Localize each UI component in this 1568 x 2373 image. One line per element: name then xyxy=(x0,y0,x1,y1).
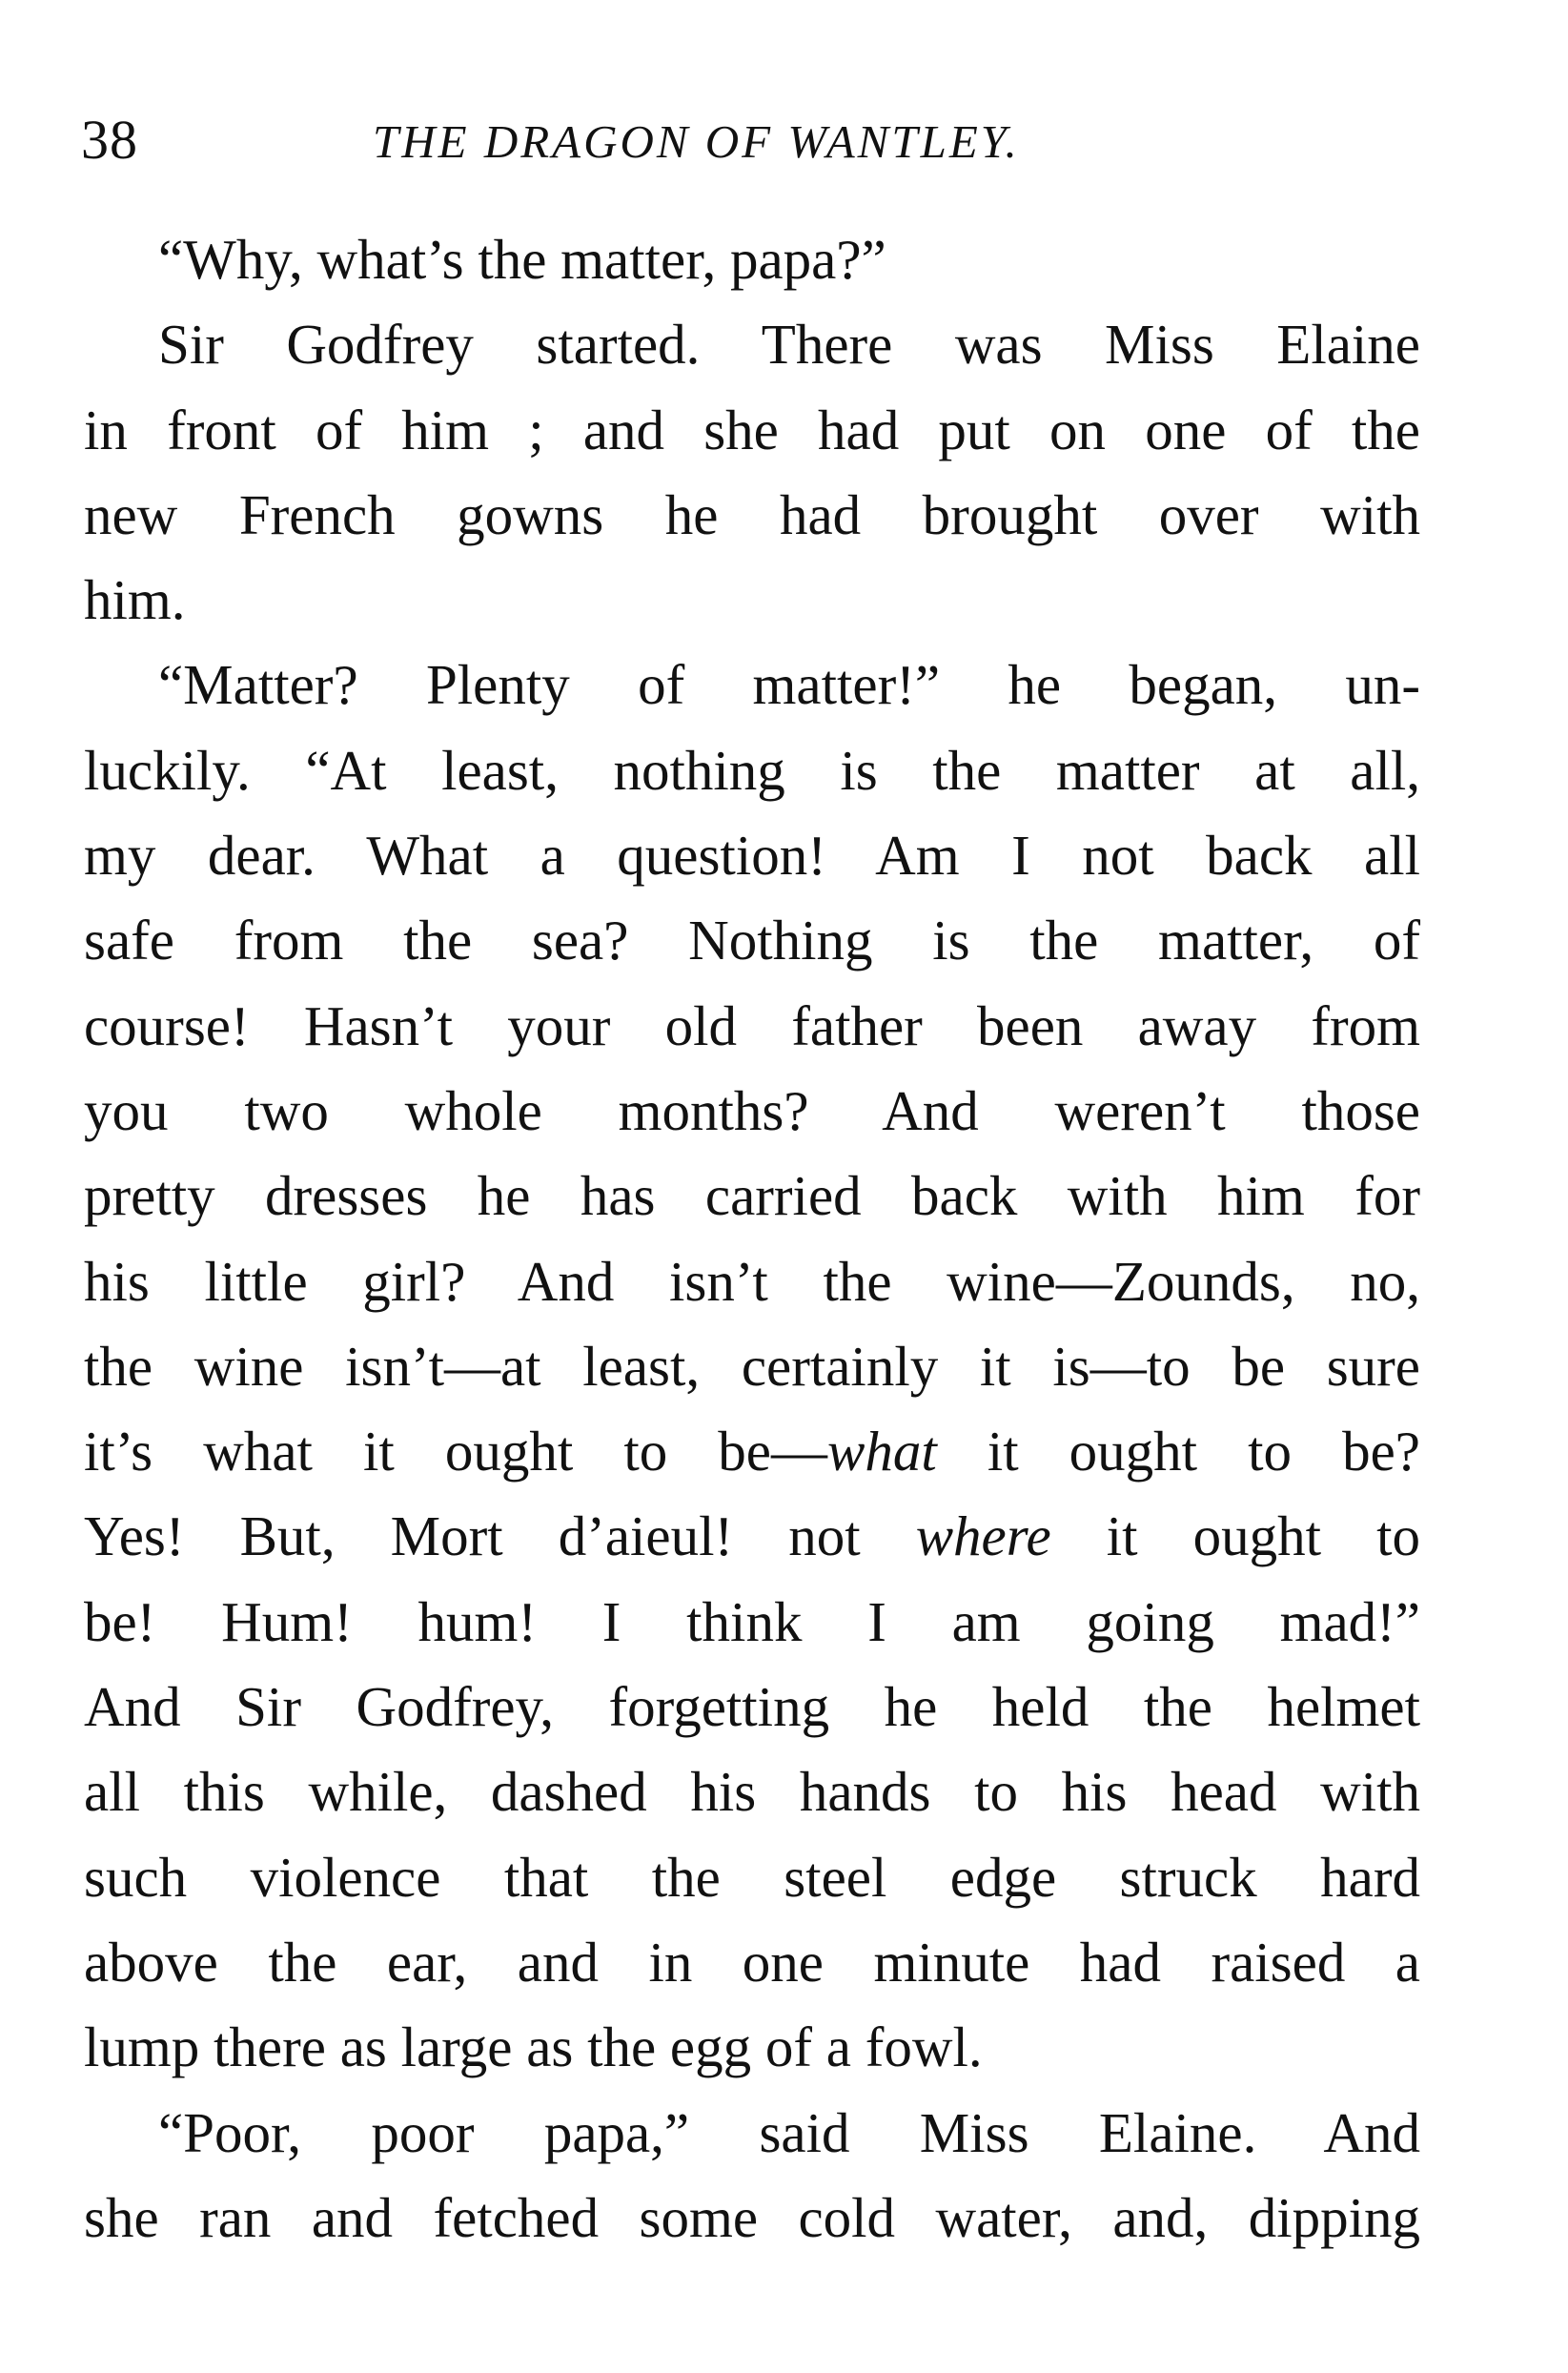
text-segment: Sir Godfrey started. There was Miss Elaine xyxy=(158,313,1420,377)
text-segment: his little girl? And isn’t the wine—Zounds, no, xyxy=(84,1249,1420,1313)
text-line xyxy=(84,1835,1420,1920)
text-line xyxy=(84,1920,1420,2005)
text-segment: the wine isn’t—at least, certainly it is—to be sure xyxy=(84,1334,1420,1398)
body-text xyxy=(84,217,1420,2260)
text-line xyxy=(84,643,1420,727)
running-title: THE DRAGON OF WANTLEY. xyxy=(373,115,1020,168)
text-line xyxy=(84,217,1420,302)
text-segment: above the ear, and in one minute had raised a xyxy=(84,1930,1420,1994)
text-line xyxy=(84,1580,1420,1665)
text-line xyxy=(84,1749,1420,1834)
text-line xyxy=(84,1154,1420,1238)
text-line xyxy=(84,984,1420,1069)
text-segment: And Sir Godfrey, forgetting he held the helmet xyxy=(84,1675,1420,1739)
text-line xyxy=(84,1409,1420,1494)
text-segment: luckily. “At least, nothing is the matter at all, xyxy=(84,738,1420,802)
text-segment: in front of him ; and she had put on one of the xyxy=(84,398,1420,461)
page-number: 38 xyxy=(81,109,138,171)
text-segment: “Matter? Plenty of matter!” he began, un- xyxy=(158,653,1420,717)
text-line xyxy=(84,302,1420,387)
text-segment: it’s what it ought to be— xyxy=(84,1420,827,1483)
text-segment: pretty dresses he has carried back with him for xyxy=(84,1164,1420,1228)
text-segment: be! Hum! hum! I think I am going mad!” xyxy=(84,1589,1420,1653)
text-segment: him. xyxy=(84,568,186,632)
text-segment: safe from the sea? Nothing is the matter, of xyxy=(84,909,1420,972)
text-segment: lump there as large as the egg of a fowl. xyxy=(84,2015,983,2079)
text-segment: it ought to be? xyxy=(936,1420,1420,1483)
text-segment: all this while, dashed his hands to his head with xyxy=(84,1760,1420,1824)
text-line xyxy=(84,1665,1420,1749)
text-segment: such violence that the steel edge struck hard xyxy=(84,1845,1420,1909)
text-line xyxy=(84,1069,1420,1154)
italic-text: what xyxy=(826,1420,937,1483)
text-line xyxy=(84,558,1420,643)
text-line xyxy=(84,1494,1420,1579)
text-segment: it ought to xyxy=(1050,1504,1420,1568)
text-segment: she ran and fetched some cold water, and, dipping xyxy=(84,2185,1420,2249)
text-line xyxy=(84,898,1420,983)
text-segment: course! Hasn’t your old father been away from xyxy=(84,993,1420,1057)
text-segment: new French gowns he had brought over with xyxy=(84,482,1420,546)
text-line xyxy=(84,473,1420,558)
text-segment: my dear. What a question! Am I not back all xyxy=(84,824,1420,888)
text-line xyxy=(84,1324,1420,1409)
text-line xyxy=(84,2005,1420,2090)
page-header xyxy=(81,107,1435,193)
text-line xyxy=(84,728,1420,813)
text-segment: you two whole months? And weren’t those xyxy=(84,1078,1420,1142)
italic-text: where xyxy=(915,1504,1051,1568)
text-segment: “Why, what’s the matter, papa?” xyxy=(158,228,886,291)
text-segment: Yes! But, Mort d’aieul! not xyxy=(84,1504,916,1568)
text-line xyxy=(84,2091,1420,2176)
text-line xyxy=(84,388,1420,473)
text-line xyxy=(84,1239,1420,1324)
text-line xyxy=(84,2176,1420,2260)
text-segment: “Poor, poor papa,” said Miss Elaine. And xyxy=(158,2100,1420,2164)
text-line xyxy=(84,813,1420,898)
